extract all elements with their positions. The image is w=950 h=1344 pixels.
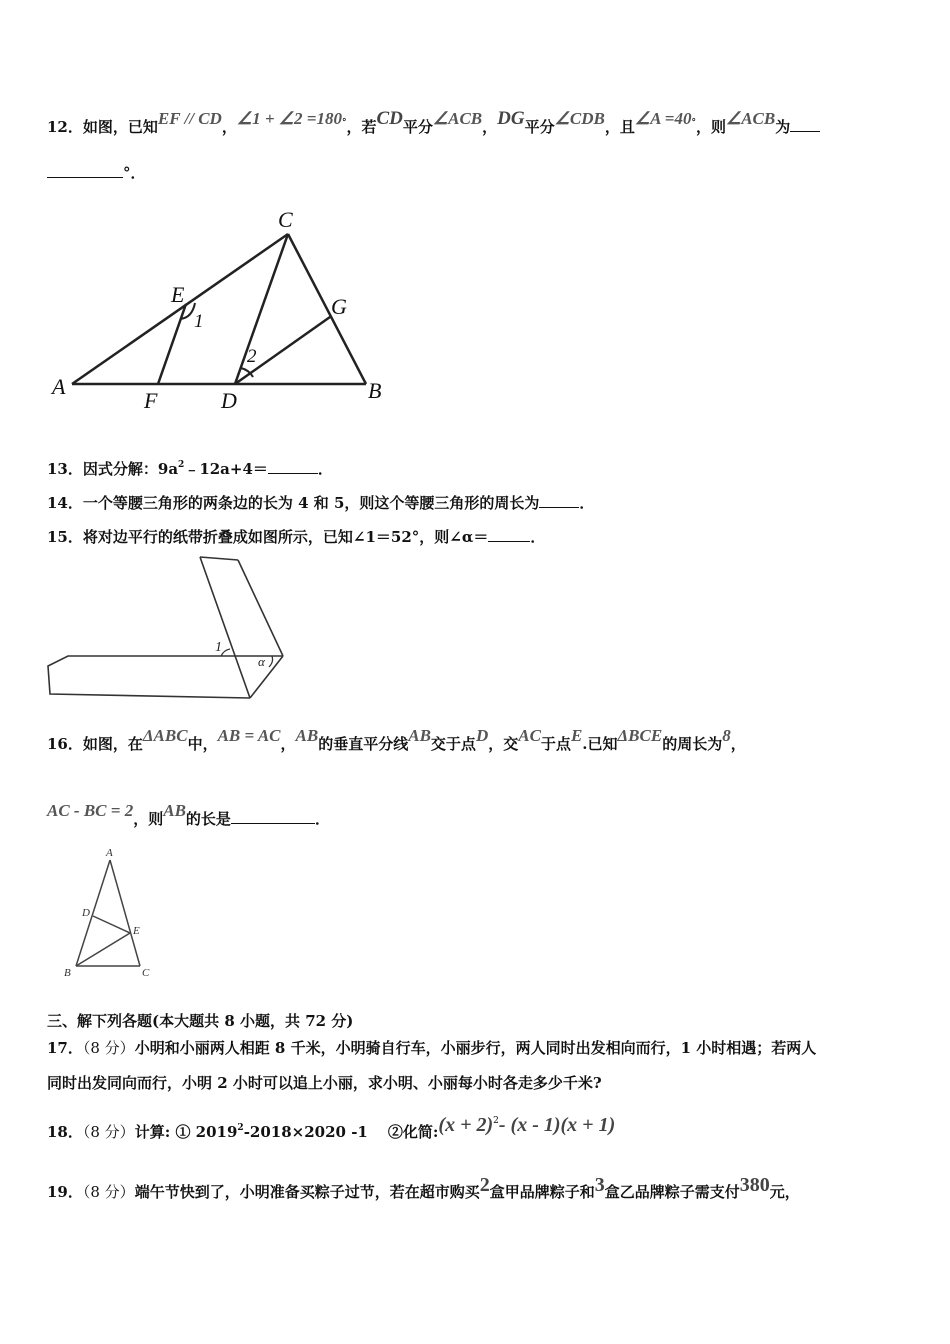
- strip-upright-right: [238, 560, 283, 656]
- q19-number: 19．: [47, 1183, 83, 1201]
- q12-line2: °．: [47, 162, 146, 183]
- angle-1-arc: [221, 649, 230, 656]
- q12-number: 12．: [47, 118, 83, 136]
- label-E: E: [171, 282, 185, 307]
- label-alpha: α: [258, 654, 265, 669]
- q12-figure: [40, 200, 400, 420]
- label-B: B: [368, 378, 382, 403]
- q18-number: 18．: [47, 1123, 83, 1141]
- label-F: F: [144, 388, 158, 413]
- label-A: A: [52, 374, 66, 399]
- strip-horizontal: [48, 656, 250, 698]
- answer-blank: [488, 527, 530, 542]
- label-C: C: [142, 967, 150, 979]
- label-D: D: [221, 388, 237, 413]
- answer-blank: [539, 493, 579, 508]
- label-C: C: [278, 207, 293, 232]
- segment-ac: [110, 860, 140, 966]
- segment-cb: [288, 234, 366, 384]
- q17-line2: 同时出发同向而行，小明 2 小时可以追上小丽，求小明、小丽每小时各走多少千米?: [47, 1074, 602, 1092]
- section-3-heading: 三、解下列各题(本大题共 8 小题，共 72 分): [47, 1012, 354, 1030]
- q13-number: 13．: [47, 460, 83, 478]
- label-G: G: [331, 294, 347, 319]
- q17-line1: 17．（8 分）小明和小丽两人相距 8 千米，小明骑自行车，小丽步行，两人同时出发相向而行，1 小时相遇；若两人: [47, 1039, 817, 1057]
- label-2: 2: [247, 346, 257, 367]
- q16-line1: 16．如图，在ΔABC中，AB = AC，AB的垂直平分线AB交于点D，交AC于点E.已知ΔBCE的周长为8，: [47, 726, 746, 753]
- strip-fold-edge: [250, 656, 283, 698]
- q16-line2: AC - BC = 2，则AB的长是 ．: [47, 801, 330, 828]
- label-A: A: [106, 847, 113, 859]
- label-E: E: [133, 925, 140, 937]
- q19-line: 19．（8 分）端午节快到了，小明准备买粽子过节，若在超市购买2盒甲品牌粽子和3盒乙品牌粽子需支付380元，: [47, 1174, 800, 1201]
- segment-cd: [235, 234, 288, 384]
- q14-number: 14．: [47, 494, 83, 512]
- q18-line: 18．（8 分）计算: ① $2019^2-2018\times 2020$ -1 ②化简:(x + 2)$^2$- (x - 1)(x + 1): [47, 1114, 616, 1141]
- segment-de: [93, 916, 130, 933]
- answer-blank: [47, 163, 123, 178]
- answer-blank: [790, 117, 820, 132]
- segment-be: [76, 933, 130, 966]
- q17-number: 17．: [47, 1039, 83, 1057]
- q13-line: 13．因式分解：$9a^2﹣12a+4=$ ．: [47, 460, 333, 478]
- label-1: 1: [194, 311, 204, 332]
- q14-line: 14．一个等腰三角形的两条边的长为 4 和 5，则这个等腰三角形的周长为 ．: [47, 494, 595, 512]
- label-D: D: [82, 907, 90, 919]
- q15-figure: [40, 552, 300, 712]
- q15-number: 15．: [47, 528, 83, 546]
- label-1: 1: [215, 640, 222, 655]
- strip-upright-top: [200, 557, 238, 560]
- answer-blank: [231, 809, 315, 824]
- q16-figure: [60, 846, 170, 982]
- q12-line1: 12．如图，已知EF // CD，∠1 + ∠2 =180°，若CD平分∠ACB，DG平分∠CDB，且∠A =40°，则∠ACB为: [47, 116, 820, 138]
- q16-number: 16．: [47, 735, 83, 753]
- answer-blank: [268, 459, 318, 474]
- angle-alpha-arc: [269, 656, 273, 667]
- label-B: B: [64, 967, 71, 979]
- q15-line: 15．将对边平行的纸带折叠成如图所示，已知∠1＝52°，则∠α＝ ．: [47, 528, 546, 546]
- strip-upright-left: [200, 557, 250, 698]
